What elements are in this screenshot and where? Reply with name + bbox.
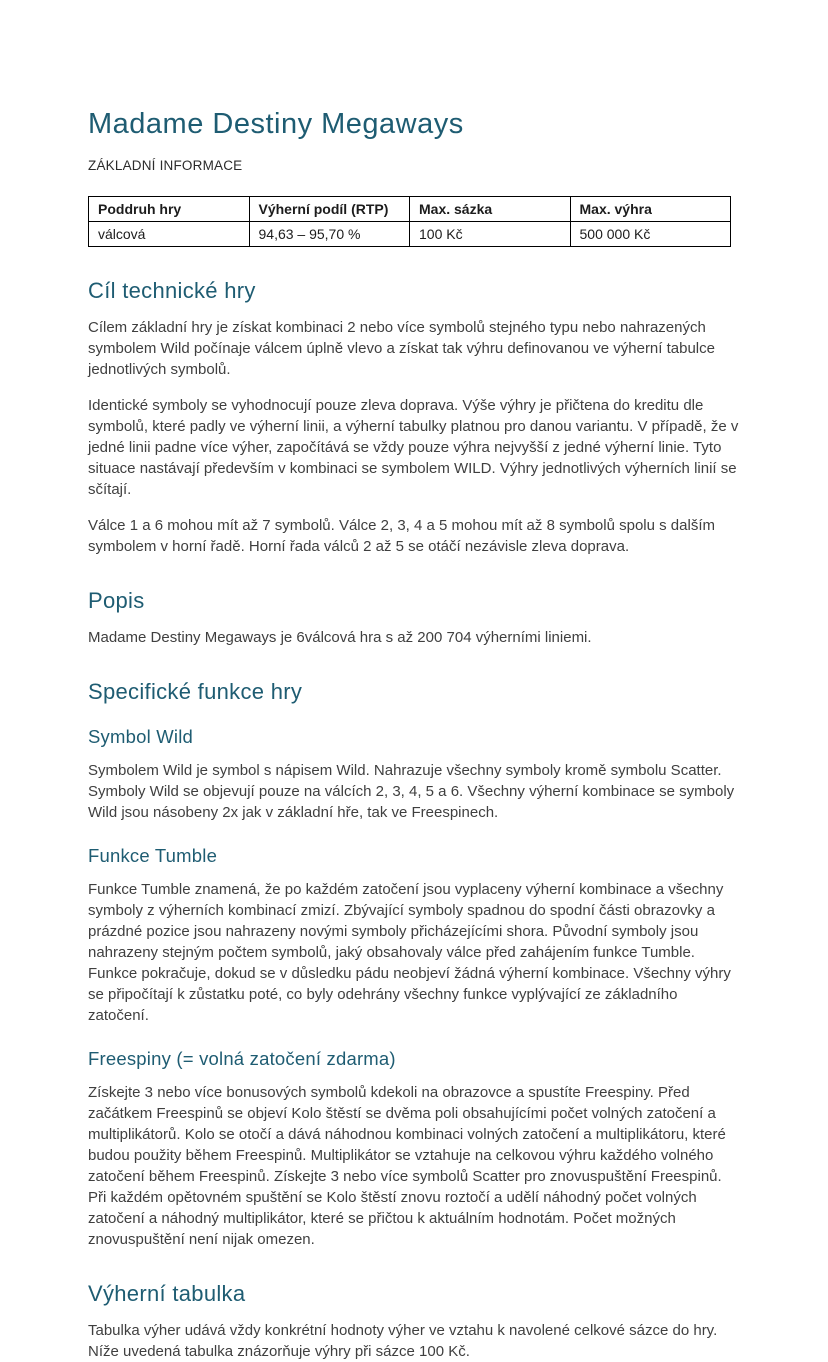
info-table-header-row [89, 197, 731, 222]
section-specificke-funkce [88, 679, 740, 1250]
info-table-header-max-vyhra: Max. výhra [570, 197, 731, 222]
info-table-cell-rtp: 94,63 – 95,70 % [249, 222, 410, 247]
info-table-cell-poddruh: válcová [89, 222, 250, 247]
paragraph-wild-1: Symbolem Wild je symbol s nápisem Wild. Nahrazuje všechny symboly kromě symbolu Scatter. Symboly Wild se objevují pouze na válcích 2, 3, 4, 5 a 6. Všechny výherní kombinace se symboly Wild jsou násobeny 2x jak v základní hře, tak ve Freespinech. [88, 762, 735, 821]
info-table-cell-max-sazka: 100 Kč [410, 222, 571, 247]
info-table-header-max-sazka: Max. sázka [410, 197, 571, 222]
page-title: Madame Destiny Megaways [88, 108, 464, 140]
paragraph-paytable-1: Tabulka výher udává vždy konkrétní hodnoty výher ve vztahu k navolené celkové sázce do hry. Níže uvedená tabulka znázorňuje výhry při sázce 100 Kč. [88, 1322, 718, 1360]
paragraph-tumble-1: Funkce Tumble znamená, že po každém zatočení jsou vyplaceny výherní kombinace a všechny symboly z výherních kombinací zmizí. Zbývající symboly spadnou do spodní části obrazovky a prázdné pozice jsou nahrazeny novými symboly přicházejícími shora. Původní symboly jsou nahrazeny stejným počtem symbolů, jaký obsahovaly válce před zahájením funkce Tumble. Funkce pokračuje, dokud se v důsledku pádu neobjeví žádná výherní kombinace. Všechny výhry se připočítají k zůstatku poté, co byly odehrány všechny funkce vyplývající ze základního zatočení. [88, 881, 731, 1024]
section-heading-vyherni-tabulka: Výherní tabulka [88, 1281, 246, 1306]
section-heading-cil-technicke-hry: Cíl technické hry [88, 278, 256, 303]
paragraph-freespiny-1: Získejte 3 nebo více bonusových symbolů kdekoli na obrazovce a spustíte Freespiny. Před začátkem Freespinů se objeví Kolo štěstí se dvěma poli obsahujícími počet volných zatočení a multiplikátorů. Kolo se otočí a dává náhodnou kombinaci volných zatočení a multiplikátoru, které budou použity během Freespinů. Multiplikátor se vztahuje na celkovou výhru každého volného zatočení během Freespinů. Získejte 3 nebo více symbolů Scatter pro znovuspuštění Freespinů. Při každém opětovném spuštění se Kolo štěstí znovu roztočí a udělí náhodný počet volných zatočení a náhodný multiplikátor, které se přičtou k aktuálním hodnotám. Počet možných znovuspuštění není nijak omezen. [88, 1084, 726, 1248]
info-table-header-rtp: Výherní podíl (RTP) [249, 197, 410, 222]
section-goal [88, 278, 740, 557]
paragraph-goal-3: Válce 1 a 6 mohou mít až 7 symbolů. Válce 2, 3, 4 a 5 mohou mít až 8 symbolů spolu s dalším symbolem v horní řadě. Horní řada válců 2 až 5 se otáčí nezávisle zleva doprava. [88, 517, 715, 555]
paragraph-popis-1: Madame Destiny Megaways je 6válcová hra s až 200 704 výherními liniemi. [88, 629, 592, 646]
section-vyherni-tabulka [88, 1281, 740, 1362]
info-table-cell-max-vyhra: 500 000 Kč [570, 222, 731, 247]
info-table-header-poddruh: Poddruh hry [89, 197, 250, 222]
subsection-heading-symbol-wild: Symbol Wild [88, 726, 193, 747]
paragraph-goal-1: Cílem základní hry je získat kombinaci 2 nebo více symbolů stejného typu nebo nahrazených symbolem Wild počínaje válcem úplně vlevo a získat tak výhru definovanou ve výherní tabulce jednotlivých symbolů. [88, 319, 715, 378]
page-subtitle: ZÁKLADNÍ INFORMACE [88, 158, 243, 173]
document-content [88, 108, 740, 1362]
info-table-data-row [89, 222, 731, 247]
paragraph-goal-2: Identické symboly se vyhodnocují pouze zleva doprava. Výše výhry je přičtena do kreditu dle symbolů, které padly ve výherní linii, a výherní tabulky platnou pro danou variantu. V případě, že v jedné linii padne více výher, započítává se vždy pouze výhra nejvyšší z jedné výherní linie. Tyto situace nastávají především v kombinaci se symbolem WILD. Výhry jednotlivých výherních linií se sčítají. [88, 397, 739, 498]
subsection-heading-funkce-tumble: Funkce Tumble [88, 845, 218, 866]
basic-info-table [88, 196, 731, 247]
section-heading-popis: Popis [88, 588, 145, 613]
section-heading-specificke-funkce-hry: Specifické funkce hry [88, 679, 303, 704]
section-popis [88, 588, 740, 648]
subsection-heading-freespiny: Freespiny (= volná zatočení zdarma) [88, 1048, 396, 1069]
